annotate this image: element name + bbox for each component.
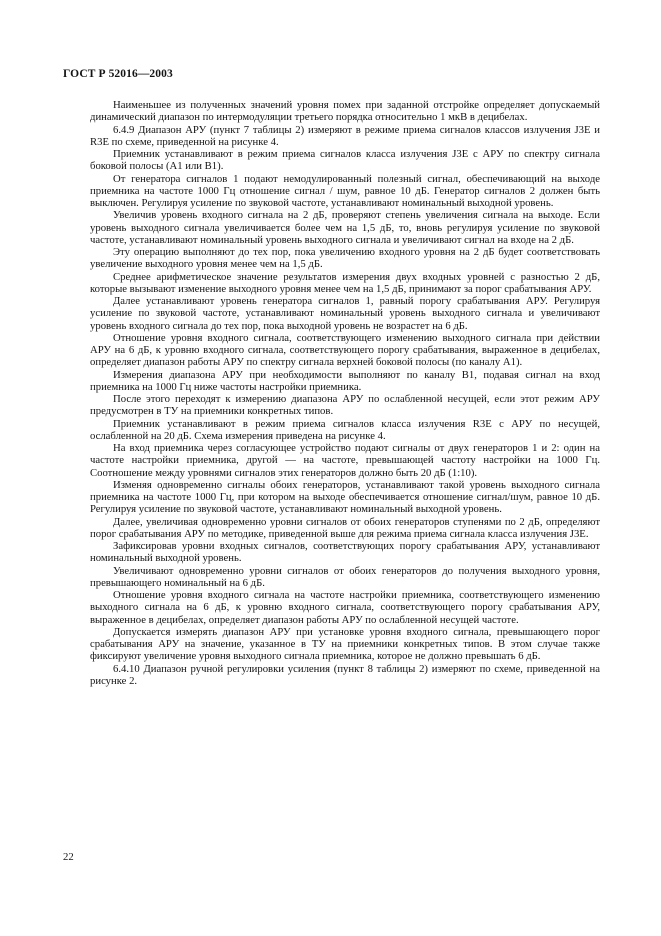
paragraph: Зафиксировав уровни входных сигналов, соответствующих порогу срабатывания АРУ, устанавливают номинальный выходной уровень. [90,540,600,565]
paragraph: Эту операцию выполняют до тех пор, пока увеличению входного уровня на 2 дБ будет соответствовать увеличение выходного уровня менее чем на 1,5 дБ. [90,246,600,271]
paragraph: 6.4.9 Диапазон АРУ (пункт 7 таблицы 2) измеряют в режиме приема сигналов классов излучения J3E и R3E по схеме, приведенной на рисунке 4. [90,123,600,148]
paragraph: Далее, увеличивая одновременно уровни сигналов от обоих генераторов ступенями по 2 дБ, определяют порог срабатывания АРУ по методике, приведенной выше для режима приема сигнала класса излучения J3E. [90,515,600,540]
paragraph: Измерения диапазона АРУ при необходимости выполняют по каналу B1, подавая сигнал на вход приемника на 1000 Гц ниже частоты настройки приемника. [90,368,600,393]
paragraph: Изменяя одновременно сигналы обоих генераторов, устанавливают такой уровень выходного сигнала приемника на частоте 1000 Гц, при котором на выходе обеспечивается отношение сигнал/шум, равное 10 дБ. Регулируя усиление по звуковой частоте, устанавливают номинальный выходной уровень. [90,478,600,516]
paragraph: На вход приемника через согласующее устройство подают сигналы от двух генераторов 1 и 2: один на частоте настройки приемника, другой — на частоте, превышающей частоту настройки на 1000 Гц. Соотношение между уровнями сигналов этих генераторов должно быть 20 дБ (1:10). [90,442,600,479]
paragraph: Отношение уровня входного сигнала, соответствующего изменению выходного сигнала при действии АРУ на 6 дБ, к уровню входного сигнала, соответствующего порогу срабатывания, выраженное в децибелах, определяет диапазон работы АРУ по спектру сигнала верхней боковой полосы (по каналу A1). [90,331,600,369]
page-number: 22 [63,851,74,863]
standard-code-header: ГОСТ Р 52016—2003 [63,68,173,80]
paragraph: Увеличивают одновременно уровни сигналов от обоих генераторов до получения выходного уровня, превышающего номинальный на 6 дБ. [90,564,600,589]
paragraph: От генератора сигналов 1 подают немодулированный полезный сигнал, обеспечивающий на выходе приемника на частоте 1000 Гц отношение сигнал / шум, равное 10 дБ. Генератор сигналов 2 должен быть выключен. Регулируя усиление по звуковой частоте, устанавливают номинальный выходной уровень. [90,172,600,209]
paragraph: После этого переходят к измерению диапазона АРУ по ослабленной несущей, если этот режим АРУ предусмотрен в ТУ на приемники конкретных типов. [90,393,600,418]
paragraph: Далее устанавливают уровень генератора сигналов 1, равный порогу срабатывания АРУ. Регулируя усиление по звуковой частоте, устанавливают номинальный уровень выходного сигнала и увеличивают уровень входного сигнала до тех пор, пока выходной уровень не возрастет на 6 дБ. [90,295,600,332]
paragraph: Отношение уровня входного сигнала на частоте настройки приемника, соответствующего изменению выходного сигнала на 6 дБ, к уровню входного сигнала, соответствующего порогу срабатывания АРУ, выраженное в децибелах, определяет диапазон работы АРУ по ослабленной несущей частоте. [90,589,600,626]
paragraph: Среднее арифметическое значение результатов измерения двух входных уровней с разностью 2 дБ, которые вызывают изменение выходного уровня менее чем на 1,5 дБ, принимают за порог срабатывания АРУ. [90,270,600,295]
paragraph: 6.4.10 Диапазон ручной регулировки усиления (пункт 8 таблицы 2) измеряют по схеме, приведенной на рисунке 2. [90,662,600,687]
paragraph: Наименьшее из полученных значений уровня помех при заданной отстройке определяет допускаемый динамический диапазон по интермодуляции третьего порядка относительно 1 мкВ в децибелах. [90,99,600,124]
paragraph: Увеличив уровень входного сигнала на 2 дБ, проверяют степень увеличения сигнала на выходе. Если уровень выходного сигнала увеличивается более чем на 1,5 дБ, то, вновь регулируя усиление по звуковой частоте, устанавливают номинальный уровень выходного сигнала и увеличивают сигнал на входе на 2 дБ. [90,209,600,246]
paragraph: Приемник устанавливают в режим приема сигналов класса излучения R3E с АРУ по несущей, ослабленной на 20 дБ. Схема измерения приведена на рисунке 4. [90,417,600,442]
paragraph: Приемник устанавливают в режим приема сигналов класса излучения J3E с АРУ по спектру сигнала боковой полосы (A1 или B1). [90,148,600,173]
paragraph: Допускается измерять диапазон АРУ при установке уровня входного сигнала, превышающего порог срабатывания АРУ на значение, указанное в ТУ на приемники конкретных типов. В этом случае также фиксируют увеличение уровня выходного сигнала приемника, которое не должно превышать 6 дБ. [90,625,600,663]
document-body [90,99,600,687]
